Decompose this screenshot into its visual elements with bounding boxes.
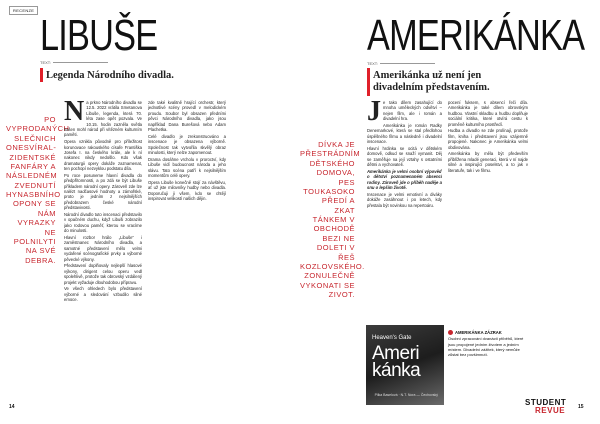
paragraph: Hlavní rozbor hrálo „Libuše“ i zaměstnanec Národního divadla, a samotné představení mělo velmi vydařené scénografické prvky a výborné pěvecké výkony.	[64, 235, 142, 262]
subhead-left: Legenda Národního divadla.	[46, 70, 174, 81]
logo-top: STUDENT	[525, 398, 567, 407]
body-column-4	[448, 100, 528, 325]
paragraph: Drama dosáhne vrcholu v proroctví, kdy Libuše vidí budoucnost národa a jeho slávu. Tato scéna patří k nejsilnějším momentům celé opery.	[148, 156, 226, 178]
paragraph: Na prkno Národního divadla se 12.5. 2022 vrátila Smetanova Libuše, legenda, která 70. léta zase opět pozvala. Ve 10.15. hodin zazněla světla kašen mohl národ při vítězném kulturním paměti.	[64, 100, 142, 138]
paragraph: Opera Libuše konečně stojí za návštěvu, ať už jste milovníky hudby nebo divadla. Doporučuji ji všem, kdo se chtějí inspirovat velikostí našich dějin.	[148, 179, 226, 201]
paragraph: Amerikánka je velmi osobní výpověď o dětství poznamenaném absencí rodiny. Zároveň jde o příběh naděje a snu o lepším životě.	[367, 169, 442, 191]
paragraph: Ve všech ohledech bylo představení výborné a sledování vzbudilo silné emoce.	[64, 286, 142, 303]
paragraph: Je tako dílem zasahující do mnoha uměleckých odvětví – nejen film, ale i román a divadelní hra.	[367, 100, 442, 127]
logo-bottom: REVUE	[535, 406, 566, 415]
pull-quote-left: PO VYPRODANÝCH SLEČNICH ONESVÍRAL-ZIDENTSKÉ FANFÁRY A NÁSLEDNÉM ZVEDNUTÍ HYNASBNÍHO OPONY SE NÁM VYRAZKY NE POLNILYTI NA SVÉ DEBRA.	[6, 115, 70, 265]
byline-label: TEXT:	[367, 61, 378, 66]
bullet-icon	[448, 330, 453, 335]
paragraph: Celé divadlo je zrekonstruováno a inscenace je obsazena výborně. Společnost tak vytvořila skvělý obraz minulosti, který nelze zapomenout.	[148, 133, 226, 155]
byline-label: TEXT:	[40, 60, 51, 65]
body-column-1	[64, 100, 142, 410]
article-title-right: AMERIKÁNKA	[367, 11, 585, 60]
article-title-left: LIBUŠE	[40, 11, 158, 60]
paragraph: Inscenace je velmi emotivní a diváky dokáže zasáhnout i po letech, kdy přestala být novinkou na repertoáru.	[367, 192, 442, 208]
paragraph: Amerikánka je román Radky Denemarkové, která se stal předlohou úspěšného filmu a následně i divadelní inscenace.	[367, 123, 442, 145]
byline-right	[367, 61, 437, 66]
body-column-2	[148, 100, 226, 330]
byline-left	[40, 60, 110, 65]
body-column-3	[367, 100, 442, 325]
paragraph: Opera vznikla původně pro příležitost korunovace rakouského císaře Františka Josefa I. na českého krále, ale k ní nakonec nikdy nedošlo. Kdo však dramaturgii opery dokáže zaznamenat, ten pochopí nezvyklou podstatu díla.	[64, 139, 142, 171]
paragraph: Představení doplňovaly nejlepší hlasové výkony, dirigent celou operu vedl spolehlivě, protože tak obrovský vzdálený projekt vyžaduje dlouhodobou přípravu.	[64, 263, 142, 285]
book-cover-image	[366, 325, 444, 405]
paragraph: Amerikánka by měla být především přiblížena mladé generaci, která v ní najde silné a inspirující poselství, a to jak v literatuře, tak i ve filmu.	[448, 151, 528, 173]
dropcap-left: N	[64, 100, 85, 127]
pull-quote-right: DÍVKA JE PŘESTRÁDNÍM DĚTSKÉHO DOMOVA, PES TOUKASOKO PŘEDÍ A ZKAT TÁNKEM V OBCHODĚ BEZI NE DOLETI V ŘEŠ KOZLOVSKÉHO. ZONULEČNĚ VYKONATI SE ZIVOT.	[300, 140, 365, 299]
subhead-right: Amerikánka už není jen divadelním představením.	[373, 70, 490, 94]
magazine-logo	[525, 399, 566, 415]
info-box-heading: AMERIKÁNKA ZÁZRAK	[448, 330, 528, 335]
info-box-text: Osobní zpracování dvanácti příběhů, které jsou propojené jedním životem a jedním místem. Divadelní zážitek, který nemůže zůstat bez povšimnutí.	[448, 336, 524, 358]
paragraph: Hlavní hrdinka se ocitá v dětském domově, odkud se snaží vymanit. Děj se zaměřuje na její vztahy s ostatními dětmi a vychovateli.	[367, 146, 442, 168]
info-box	[448, 330, 528, 357]
page-number-right: 15	[578, 404, 584, 410]
section-tag: RECENZE	[9, 6, 38, 15]
book-author: Heaven's Gate	[372, 335, 412, 341]
book-subtitle: Pilka Baselová · N.T. Nora — Čechovský	[374, 392, 438, 397]
dropcap-right: J	[367, 100, 381, 127]
paragraph: zde také kvalitně hrající orchestr, který jednotlivé scény provedl v melodickém proudu. Soubor byl obsazen předními pěvci Národního divadla, jako jsou například Dana Burešová nebo Adam Plachetka.	[148, 100, 226, 132]
page-number-left: 14	[9, 404, 15, 410]
paragraph: Po roce posuneme hlavní divadla do předpřítomnosti, a po zdá se být Libuše příkladem národní opery. Zároveň zde lze nalézt nadčasové hodnoty a zámořské, proto je jedním z nejsilnějších předobrazem české národní představivosti.	[64, 172, 142, 211]
book-title: Ameri kánka	[372, 343, 421, 382]
paragraph: Národní divadlo tuto inscenaci představilo v opačném duchu, když Libuši zobrazilo jako rodovou paměť, kterou se vracíme do minulosti.	[64, 212, 142, 234]
paragraph: Hudba a divadlo se zde prolínají, protože film, kniha i představení jsou vzájemně propojené. Nakonec je Amerikánka velmi obdivována.	[448, 128, 528, 150]
paragraph: pocení fuksem, s absencí řeči díla. Amerikánka je také dílem obrovským hudbou. Vlastní skladbu a hudbu doplňuje sociální kritika, které otvírá cestu k proměně kulturního prostředí.	[448, 100, 528, 127]
